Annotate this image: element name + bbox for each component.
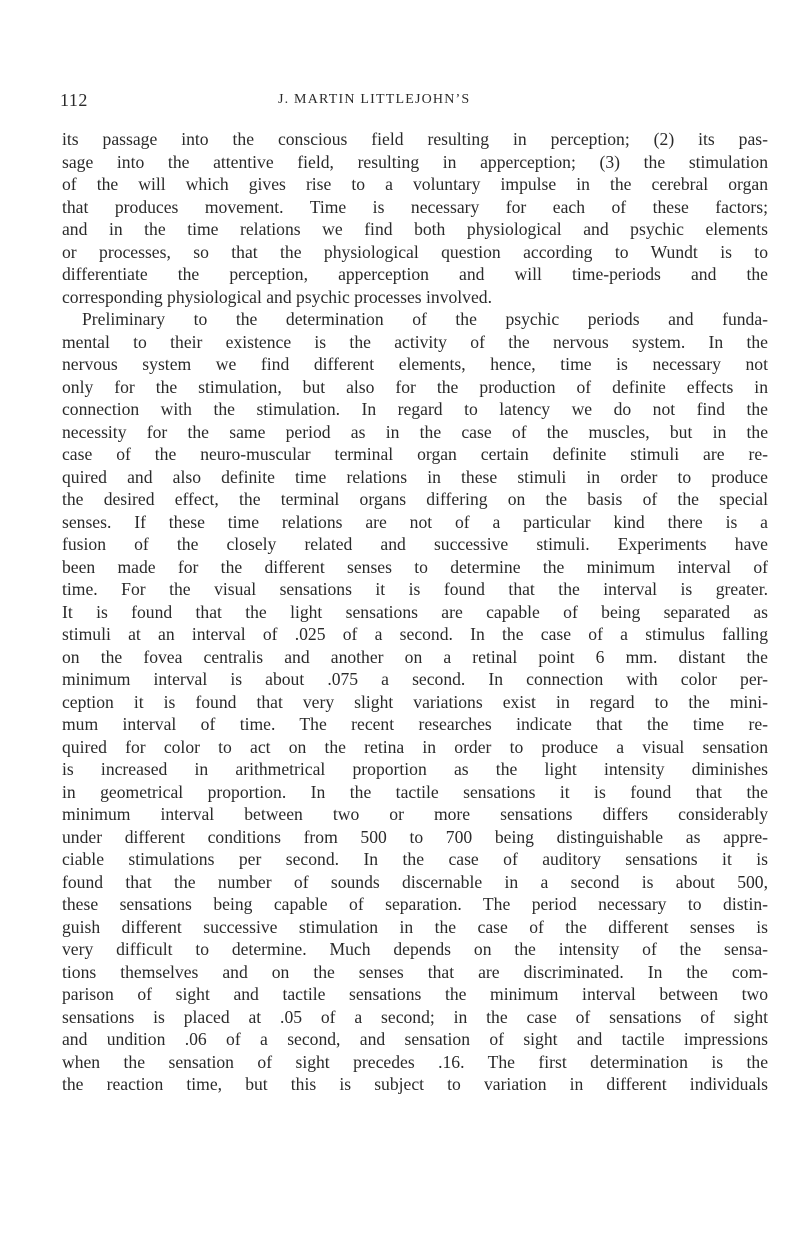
text-line: and in the time relations we find both physiological and psychic elements	[62, 219, 768, 239]
text-line: in geometrical proportion. In the tactile sensations it is found that the	[62, 781, 768, 802]
text-line: nervous system we find different elements, hence, time is necessary not	[62, 354, 768, 374]
text-line: under different conditions from 500 to 700 being distinguishable as appre-	[62, 826, 768, 847]
text-line: minimum interval is about .075 a second. In connection with color per-	[62, 669, 768, 689]
text-line: or processes, so that the physiological question according to Wundt is to	[62, 241, 768, 262]
text-line: been made for the different senses to determine the minimum interval of	[62, 556, 768, 577]
text-line: tions themselves and on the senses that are discriminated. In the com-	[62, 961, 768, 982]
text-line: case of the neuro-muscular terminal organ certain definite stimuli are re-	[62, 444, 768, 464]
text-line: It is found that the light sensations are capable of being separated as	[62, 601, 768, 622]
text-line: the reaction time, but this is subject to variation in different individuals	[62, 1074, 768, 1094]
text-line: sage into the attentive field, resulting in apperception; (3) the stimulation	[62, 151, 768, 172]
text-line: and undition .06 of a second, and sensation of sight and tactile impressions	[62, 1029, 768, 1049]
text-line: time. For the visual sensations it is found that the interval is greater.	[62, 579, 768, 599]
text-line: the desired effect, the terminal organs differing on the basis of the special	[62, 489, 768, 509]
text-line: quired for color to act on the retina in order to produce a visual sensation	[62, 736, 768, 757]
text-line: minimum interval between two or more sensations differs considerably	[62, 804, 768, 824]
text-line: necessity for the same period as in the case of the muscles, but in the	[62, 421, 768, 442]
text-line: only for the stimulation, but also for the production of definite effects in	[62, 376, 768, 397]
text-line: mental to their existence is the activity of the nervous system. In the	[62, 331, 768, 352]
page-number: 112	[60, 90, 88, 110]
text-line: quired and also definite time relations in these stimuli in order to produce	[62, 466, 768, 487]
text-line: found that the number of sounds discernable in a second is about 500,	[62, 871, 768, 892]
text-line: stimuli at an interval of .025 of a second. In the case of a stimulus falling	[62, 624, 768, 644]
text-line: senses. If these time relations are not of a particular kind there is a	[62, 511, 768, 532]
text-line: very difficult to determine. Much depends on the intensity of the sensa-	[62, 939, 768, 959]
text-line: guish different successive stimulation in the case of the different senses is	[62, 916, 768, 937]
page-header	[60, 90, 760, 114]
text-line: these sensations being capable of separation. The period necessary to distin-	[62, 894, 768, 914]
text-line: mum interval of time. The recent researches indicate that the time re-	[62, 714, 768, 734]
text-line: Preliminary to the determination of the psychic periods and funda-	[82, 309, 768, 329]
text-line: sensations is placed at .05 of a second; in the case of sensations of sight	[62, 1006, 768, 1027]
text-line: its passage into the conscious field resulting in perception; (2) its pas-	[62, 129, 768, 149]
text-line: differentiate the perception, apperception and will time-periods and the	[62, 264, 768, 284]
text-line: when the sensation of sight precedes .16. The first determination is the	[62, 1051, 768, 1072]
running-head: J. MARTIN LITTLEJOHN’S	[278, 92, 471, 107]
text-line: corresponding physiological and psychic processes involved.	[62, 286, 492, 307]
text-line: fusion of the closely related and successive stimuli. Experiments have	[62, 534, 768, 554]
text-line: is increased in arithmetrical proportion as the light intensity diminishes	[62, 759, 768, 779]
text-line: connection with the stimulation. In regard to latency we do not find the	[62, 399, 768, 419]
text-line: ciable stimulations per second. In the case of auditory sensations it is	[62, 849, 768, 869]
text-line: of the will which gives rise to a voluntary impulse in the cerebral organ	[62, 174, 768, 194]
body-text	[62, 128, 768, 1096]
text-line: parison of sight and tactile sensations the minimum interval between two	[62, 984, 768, 1004]
text-line: that produces movement. Time is necessary for each of these factors;	[62, 196, 768, 217]
text-line: ception it is found that very slight variations exist in regard to the mini-	[62, 691, 768, 712]
text-line: on the fovea centralis and another on a retinal point 6 mm. distant the	[62, 646, 768, 667]
